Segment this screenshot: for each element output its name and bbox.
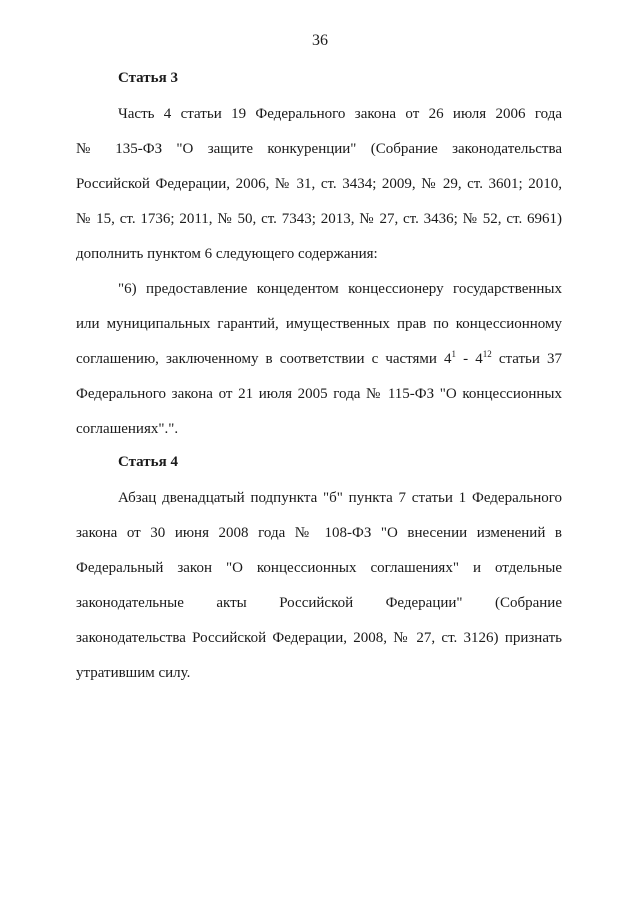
article-4-line-1: Абзац двенадцатый подпункта "б" пункта 7 статьи 1 Федерального <box>118 490 562 506</box>
article-3-line-1: Часть 4 статьи 19 Федерального закона от 26 июля 2006 года <box>118 106 562 122</box>
article-4-line-4: законодательные акты Российской Федерации" (Собрание <box>76 595 562 611</box>
page-number: 36 <box>312 32 328 49</box>
quote-line-5: соглашениях".". <box>76 421 179 437</box>
article-3-line-2: № 135-ФЗ "О защите конкуренции" (Собрание законодательства <box>76 141 562 157</box>
article-3-line-5: дополнить пунктом 6 следующего содержания: <box>76 246 378 262</box>
quote-line-3 <box>76 349 562 369</box>
quote-line-4: Федерального закона от 21 июля 2005 года № 115-ФЗ "О концессионных <box>76 386 562 402</box>
article-4-line-3: Федеральный закон "О концессионных соглашениях" и отдельные <box>76 560 562 576</box>
article-4-heading: Статья 4 <box>118 454 178 470</box>
article-3-heading: Статья 3 <box>118 70 178 86</box>
article-4-line-6: утратившим силу. <box>76 665 191 681</box>
quote-line-3-end: статьи 37 <box>491 351 563 367</box>
quote-line-3-dash: - 4 <box>456 351 483 367</box>
quote-line-2: или муниципальных гарантий, имущественных прав по концессионному <box>76 316 562 332</box>
quote-line-1: "6) предоставление концедентом концессионеру государственных <box>118 281 562 297</box>
superscript-1: 1 <box>451 349 457 359</box>
article-4-line-2: закона от 30 июня 2008 года № 108-ФЗ "О внесении изменений в <box>76 525 562 541</box>
article-3-line-4: № 15, ст. 1736; 2011, № 50, ст. 7343; 2013, № 27, ст. 3436; № 52, ст. 6961) <box>76 211 562 227</box>
superscript-12: 12 <box>482 349 492 359</box>
article-3-line-3: Российской Федерации, 2006, № 31, ст. 3434; 2009, № 29, ст. 3601; 2010, <box>76 176 562 192</box>
quote-line-3-start: соглашению, заключенному в соответствии с частями 4 <box>76 351 452 367</box>
article-4-line-5: законодательства Российской Федерации, 2008, № 27, ст. 3126) признать <box>76 630 562 646</box>
